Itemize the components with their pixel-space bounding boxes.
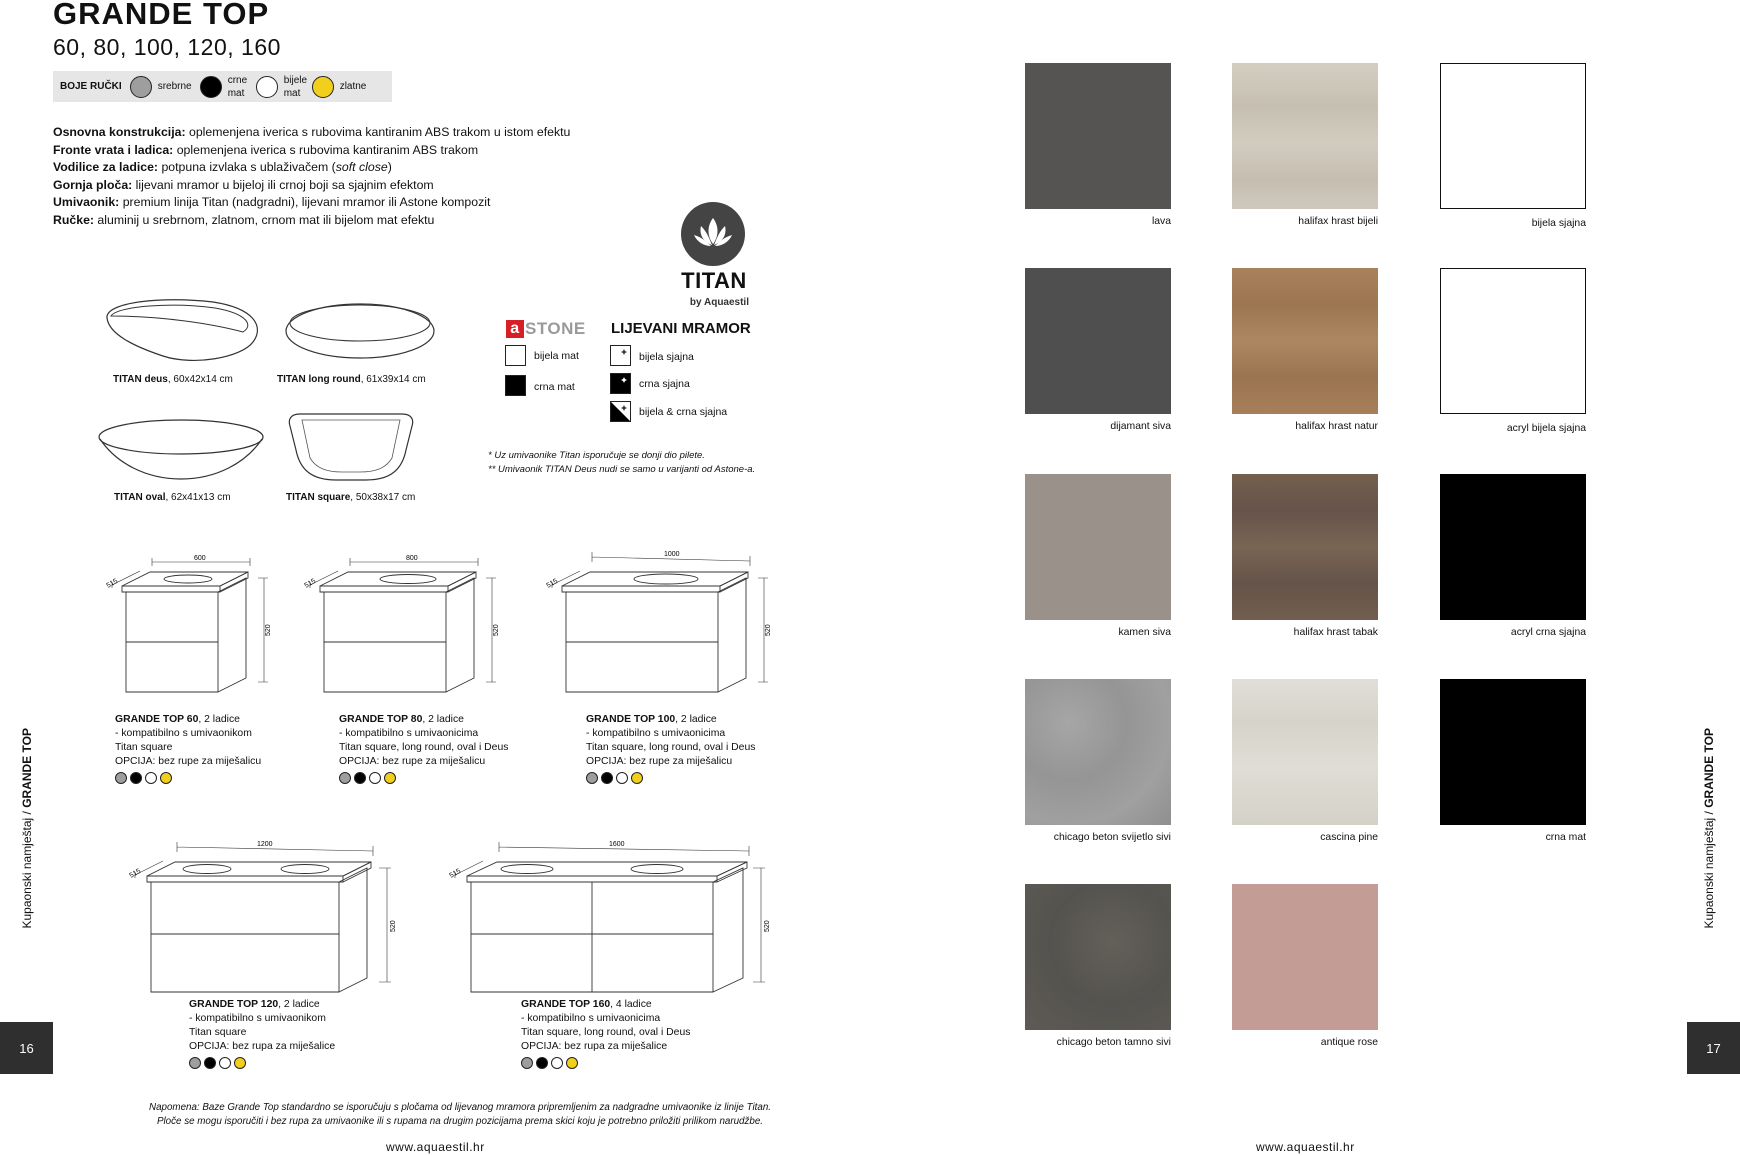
swatch-label: bijela sjajna xyxy=(1531,218,1586,229)
side-section-label: Kupaonski namještaj / GRANDE TOP xyxy=(1702,728,1716,929)
gold-dot xyxy=(312,76,334,98)
marble-black-label: crna sjajna xyxy=(639,378,690,390)
swatch-halifax-hrast-tabak xyxy=(1232,474,1378,620)
gold-dot xyxy=(384,772,396,784)
titan-lotus-logo xyxy=(681,202,745,266)
cabinet-80-handle-dots xyxy=(339,772,399,784)
swatch-kamen-siva xyxy=(1025,474,1171,620)
swatch-acryl-crna-sjajna xyxy=(1440,474,1586,620)
cabinet-160-handle-dots xyxy=(521,1057,581,1069)
silver-dot xyxy=(115,772,127,784)
dim-width-100: 1000 xyxy=(664,551,680,558)
swatch-label: dijamant siva xyxy=(1110,421,1171,432)
handle-option-silver: srebrne xyxy=(130,76,194,98)
cabinet-160-drawing xyxy=(447,836,777,996)
silver-dot xyxy=(189,1057,201,1069)
dim-width-120: 1200 xyxy=(257,841,273,848)
black-dot xyxy=(200,76,222,98)
basin-label-square: TITAN square, 50x38x17 cm xyxy=(286,492,416,503)
cabinet-80-text: GRANDE TOP 80, 2 ladice - kompatibilno s umivaonicima Titan square, long round, oval i Deus OPCIJA: bez rupe za miješalicu xyxy=(339,714,509,767)
astone-black-label: crna mat xyxy=(534,381,575,393)
swatch-label: halifax hrast tabak xyxy=(1293,627,1378,638)
swatch-label: lava xyxy=(1151,216,1171,227)
swatch-label: chicago beton tamno sivi xyxy=(1056,1037,1171,1048)
swatch-antique-rose xyxy=(1232,884,1378,1030)
dim-height-100: 520 xyxy=(765,624,772,636)
white-dot xyxy=(616,772,628,784)
gold-dot xyxy=(234,1057,246,1069)
page-number: 17 xyxy=(1687,1022,1740,1074)
swatch-label: chicago beton svijetlo sivi xyxy=(1053,832,1171,843)
white-dot xyxy=(551,1057,563,1069)
right-page xyxy=(870,0,1740,1156)
black-dot xyxy=(354,772,366,784)
astone-white-swatch xyxy=(505,345,526,366)
dim-height-160: 520 xyxy=(764,920,771,932)
basin-label-oval: TITAN oval, 62x41x13 cm xyxy=(114,492,231,503)
size-list: 60, 80, 100, 120, 160 xyxy=(53,34,281,60)
spec-list xyxy=(53,124,570,230)
cabinet-100-handle-dots xyxy=(586,772,646,784)
marble-white-label: bijela sjajna xyxy=(639,351,694,363)
silver-dot xyxy=(586,772,598,784)
swatch-dijamant-siva xyxy=(1025,268,1171,414)
swatch-cascina-pine xyxy=(1232,679,1378,825)
spec-line: Gornja ploča: lijevani mramor u bijeloj ili crnoj boji sa sjajnim efektom xyxy=(53,177,434,192)
cabinet-160-text: GRANDE TOP 160, 4 ladice - kompatibilno s umivaonicima Titan square, long round, oval i Deus OPCIJA: bez rupa za miješalice xyxy=(521,999,691,1052)
basin-notes: * Uz umivaonike Titan isporučuje se donji dio pilete. ** Umivaonik TITAN Deus nudi se samo u varijanti od Astone-a. xyxy=(488,450,756,475)
basin-label-deus: TITAN deus, 60x42x14 cm xyxy=(113,374,233,385)
white-dot xyxy=(145,772,157,784)
cabinet-120-handle-dots xyxy=(189,1057,249,1069)
spec-line: Ručke: aluminij u srebrnom, zlatnom, crnom mat ili bijelom mat efektu xyxy=(53,212,435,227)
page-title: GRANDE TOP xyxy=(53,0,270,31)
dim-depth-60: 515 xyxy=(105,577,120,590)
swatch-label: kamen siva xyxy=(1118,627,1171,638)
white-dot xyxy=(369,772,381,784)
page-number: 16 xyxy=(0,1022,53,1074)
gold-dot xyxy=(566,1057,578,1069)
swatch-label: halifax hrast bijeli xyxy=(1298,216,1378,227)
swatch-bijela-sjajna xyxy=(1440,63,1586,209)
handle-option-black: crne mat xyxy=(200,74,250,100)
spec-line: Fronte vrata i ladica: oplemenjena iverica s rubovima kantiranim ABS trakom xyxy=(53,142,479,157)
website-url[interactable]: www.aquaestil.hr xyxy=(1256,1140,1355,1154)
cabinet-80-drawing xyxy=(300,552,510,712)
marble-black-gloss-swatch xyxy=(610,373,631,394)
silver-dot xyxy=(130,76,152,98)
spec-line: Vodilice za ladice: potpuna izvlaka s ublaživačem (soft close) xyxy=(53,160,392,175)
dim-height-80: 520 xyxy=(493,624,500,636)
silver-dot xyxy=(521,1057,533,1069)
cabinet-60-handle-dots xyxy=(115,772,175,784)
white-dot xyxy=(256,76,278,98)
swatch-lava xyxy=(1025,63,1171,209)
handle-option-gold: zlatne xyxy=(312,76,376,98)
black-dot xyxy=(204,1057,216,1069)
website-url[interactable]: www.aquaestil.hr xyxy=(386,1140,485,1154)
bottom-note: Napomena: Baze Grande Top standardno se isporučuju s pločama od lijevanog mramora pripremljenim za nadgradne umivaonike iz linije Titan. Ploče se mogu isporučiti i bez rupa za umivaonike ili s rupama na drugim pozicijama prema skici koju je potrebno priložiti prilikom narudžbe. xyxy=(149,1102,771,1127)
swatch-halifax-hrast-bijeli xyxy=(1232,63,1378,209)
spec-line: Umivaonik: premium linija Titan (nadgradni), lijevani mramor ili Astone kompozit xyxy=(53,195,491,210)
dim-height-120: 520 xyxy=(390,920,397,932)
swatch-label: acryl bijela sjajna xyxy=(1506,423,1586,434)
white-dot xyxy=(219,1057,231,1069)
black-dot xyxy=(601,772,613,784)
swatch-label: halifax hrast natur xyxy=(1295,421,1378,432)
swatch-chicago-beton-svijetlo-sivi xyxy=(1025,679,1171,825)
titan-long-round-basin-drawing xyxy=(283,301,438,361)
astone-logo: a STONE xyxy=(506,319,586,339)
gold-dot xyxy=(631,772,643,784)
titan-deus-basin-drawing xyxy=(103,296,263,366)
dim-width-80: 800 xyxy=(406,555,418,562)
handle-option-white: bijele mat xyxy=(256,74,306,100)
swatch-label: cascina pine xyxy=(1320,832,1378,843)
titan-logo-byline: by Aquaestil xyxy=(689,297,749,308)
dim-depth-100: 515 xyxy=(545,577,560,590)
spec-line: Osnovna konstrukcija: oplemenjena iverica s rubovima kantiranim ABS trakom u istom efektu xyxy=(53,125,571,139)
astone-black-swatch xyxy=(505,375,526,396)
dim-width-60: 600 xyxy=(194,555,206,562)
cabinet-60-text: GRANDE TOP 60, 2 ladice - kompatibilno s umivaonikom Titan square OPCIJA: bez rupe za miješalicu xyxy=(115,714,262,767)
black-dot xyxy=(536,1057,548,1069)
side-section-label: Kupaonski namještaj / GRANDE TOP xyxy=(20,728,34,929)
astone-white-label: bijela mat xyxy=(534,350,579,362)
handle-colors-box xyxy=(53,71,392,102)
swatch-label: acryl crna sjajna xyxy=(1510,627,1586,638)
basin-label-long-round: TITAN long round, 61x39x14 cm xyxy=(277,374,426,385)
swatch-label: crna mat xyxy=(1545,832,1586,843)
marble-split-swatch xyxy=(610,401,631,422)
black-dot xyxy=(130,772,142,784)
dim-height-60: 520 xyxy=(265,624,272,636)
handle-colors-title: BOJE RUČKI xyxy=(60,81,122,92)
titan-oval-basin-drawing xyxy=(96,417,266,482)
silver-dot xyxy=(339,772,351,784)
swatch-chicago-beton-tamno-sivi xyxy=(1025,884,1171,1030)
marble-white-gloss-swatch xyxy=(610,345,631,366)
swatch-label: antique rose xyxy=(1320,1037,1378,1048)
cabinet-120-text: GRANDE TOP 120, 2 ladice - kompatibilno s umivaonikom Titan square OPCIJA: bez rupa za miješalice xyxy=(189,999,336,1052)
marble-title: LIJEVANI MRAMOR xyxy=(611,320,751,337)
cabinet-100-drawing xyxy=(540,546,780,712)
dim-depth-160: 515 xyxy=(448,867,463,880)
titan-square-basin-drawing xyxy=(286,410,416,485)
dim-depth-80: 515 xyxy=(303,577,318,590)
cabinet-100-text: GRANDE TOP 100, 2 ladice - kompatibilno s umivaonicima Titan square, long round, oval i Deus OPCIJA: bez rupe za miješalicu xyxy=(586,714,756,767)
swatch-halifax-hrast-natur xyxy=(1232,268,1378,414)
swatch-acryl-bijela-sjajna xyxy=(1440,268,1586,414)
gold-dot xyxy=(160,772,172,784)
dim-depth-120: 515 xyxy=(128,867,143,880)
swatch-crna-mat xyxy=(1440,679,1586,825)
titan-logo-word: TITAN xyxy=(681,268,747,293)
cabinet-60-drawing xyxy=(100,552,280,712)
marble-split-label: bijela & crna sjajna xyxy=(639,406,728,418)
dim-width-160: 1600 xyxy=(609,841,625,848)
cabinet-120-drawing xyxy=(125,836,405,996)
